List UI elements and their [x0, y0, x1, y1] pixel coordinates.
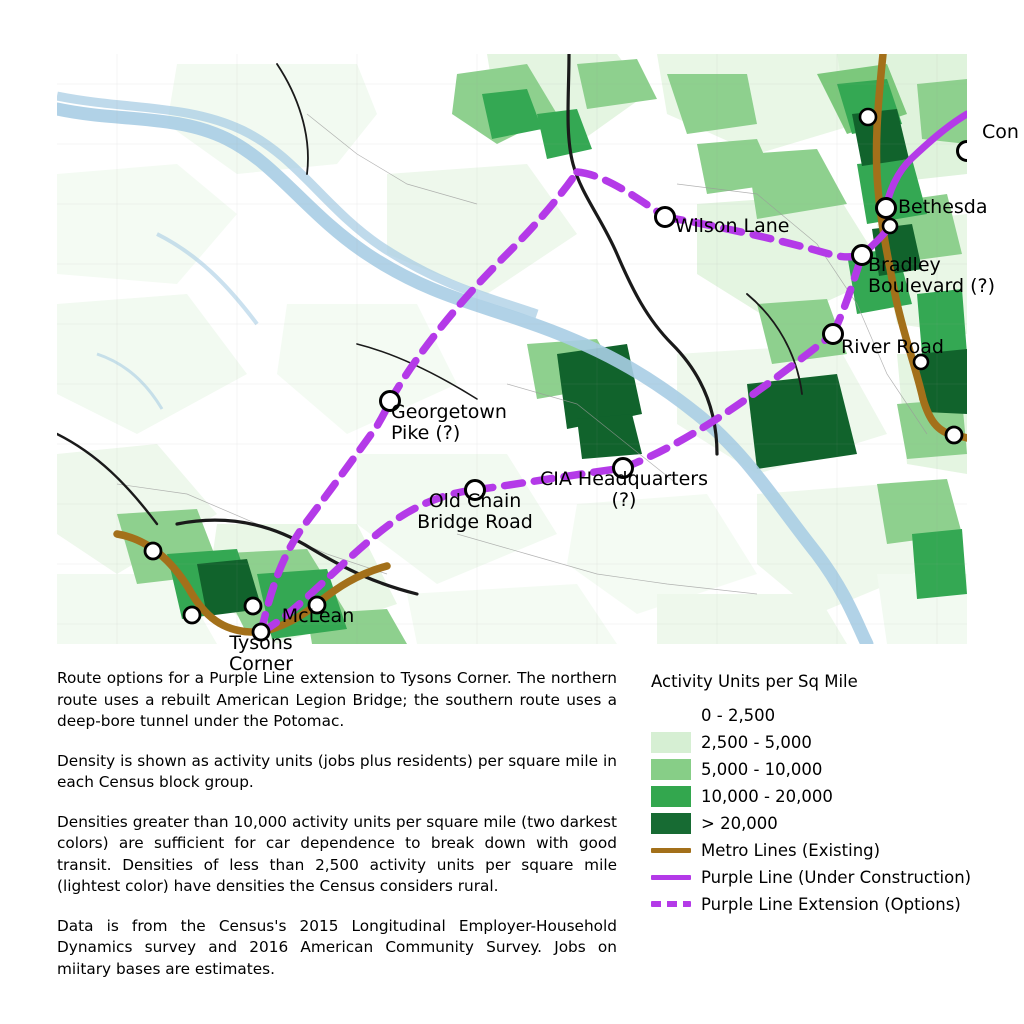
station-marker-connecticut-avenue[interactable]	[958, 142, 977, 161]
legend-row-density-1	[651, 729, 981, 755]
legend-label-purple-ext: Purple Line Extension (Options)	[701, 894, 961, 914]
station-label-bradley-boulevard: Bradley Boulevard (?)	[868, 254, 996, 297]
station-marker-old-chain-bridge-road[interactable]	[466, 481, 485, 500]
legend-label-4: > 20,000	[701, 813, 778, 833]
station-marker-unnamed-east-1[interactable]	[914, 355, 928, 369]
metro-line-icon	[651, 840, 691, 861]
note-paragraph-2: Density is shown as activity units (jobs plus residents) per square mile in each Census block group.	[57, 751, 617, 791]
legend-row-density-2	[651, 756, 981, 782]
station-marker-wilson-lane[interactable]	[656, 208, 675, 227]
station-marker-georgetown-pike[interactable]	[381, 392, 400, 411]
legend-label-metro: Metro Lines (Existing)	[701, 840, 881, 860]
purple-line-icon	[651, 867, 691, 888]
station-label-bethesda: Bethesda	[898, 196, 988, 218]
station-marker-bradley-boulevard[interactable]	[853, 246, 872, 265]
legend-row-line-purple-ext	[651, 891, 981, 917]
legend-swatch-3	[651, 786, 691, 807]
note-paragraph-3: Densities greater than 10,000 activity units per square mile (two darkest colors) are sufficient for car dependence to break down with good transit. Densities of less than 2,500 activity units per square mile (lightest color) have densities the Census considers rural.	[57, 812, 617, 895]
station-marker-bethesda[interactable]	[877, 199, 896, 218]
note-paragraph-1: Route options for a Purple Line extension to Tysons Corner. The northern route uses a rebuilt American Legion Bridge; the southern route uses a deep-bore tunnel under the Potomac.	[57, 669, 617, 730]
legend-label-2: 5,000 - 10,000	[701, 759, 823, 779]
station-label-wilson-lane: Wilson Lane	[675, 215, 790, 237]
station-marker-greensboro[interactable]	[145, 543, 161, 559]
legend-label-0: 0 - 2,500	[701, 705, 776, 725]
legend-swatch-2	[651, 759, 691, 780]
legend-row-line-metro	[651, 837, 981, 863]
legend-row-density-0	[651, 702, 981, 728]
station-label-georgetown-pike: Georgetown Pike (?)	[391, 401, 507, 444]
legend-label-purple: Purple Line (Under Construction)	[701, 867, 972, 887]
legend-swatch-1	[651, 732, 691, 753]
station-marker-tysons-corner[interactable]	[253, 624, 269, 640]
legend-row-density-3	[651, 783, 981, 809]
legend-row-line-purple	[651, 864, 981, 890]
station-marker-bethesda-south[interactable]	[883, 219, 897, 233]
legend-swatch-4	[651, 813, 691, 834]
station-marker-tysons-west[interactable]	[245, 598, 261, 614]
map-legend	[651, 672, 981, 918]
station-label-river-road: River Road	[841, 336, 944, 358]
legend-title: Activity Units per Sq Mile	[651, 672, 858, 691]
station-marker-river-road[interactable]	[824, 325, 843, 344]
station-label-old-chain-bridge-road: Old Chain Bridge Road	[417, 490, 533, 533]
station-label-connecticut-avenue: Con	[982, 121, 1019, 143]
legend-swatch-0	[651, 705, 691, 726]
map-graphic	[57, 54, 967, 644]
legend-label-3: 10,000 - 20,000	[701, 786, 833, 806]
station-marker-mclean[interactable]	[309, 597, 325, 613]
legend-label-1: 2,500 - 5,000	[701, 732, 812, 752]
map-notes	[57, 668, 617, 980]
legend-row-density-4	[651, 810, 981, 836]
station-marker-unnamed-east-2[interactable]	[946, 427, 962, 443]
note-paragraph-4: Data is from the Census's 2015 Longitudinal Employer-Household Dynamics survey and 2016 American Community Survey. Jobs on miitary bases are estimates.	[57, 916, 617, 978]
station-label-tysons-corner: Tysons Corner	[229, 632, 293, 675]
station-label-cia-headquarters: CIA Headquarters (?)	[540, 468, 708, 511]
station-marker-spring-hill[interactable]	[184, 607, 200, 623]
station-marker-cia-headquarters[interactable]	[614, 459, 633, 478]
map-canvas[interactable]	[57, 54, 1019, 675]
purple-line-extension-icon	[651, 894, 691, 915]
station-marker-medical-center[interactable]	[860, 109, 876, 125]
station-label-mclean: McLean	[281, 605, 355, 627]
